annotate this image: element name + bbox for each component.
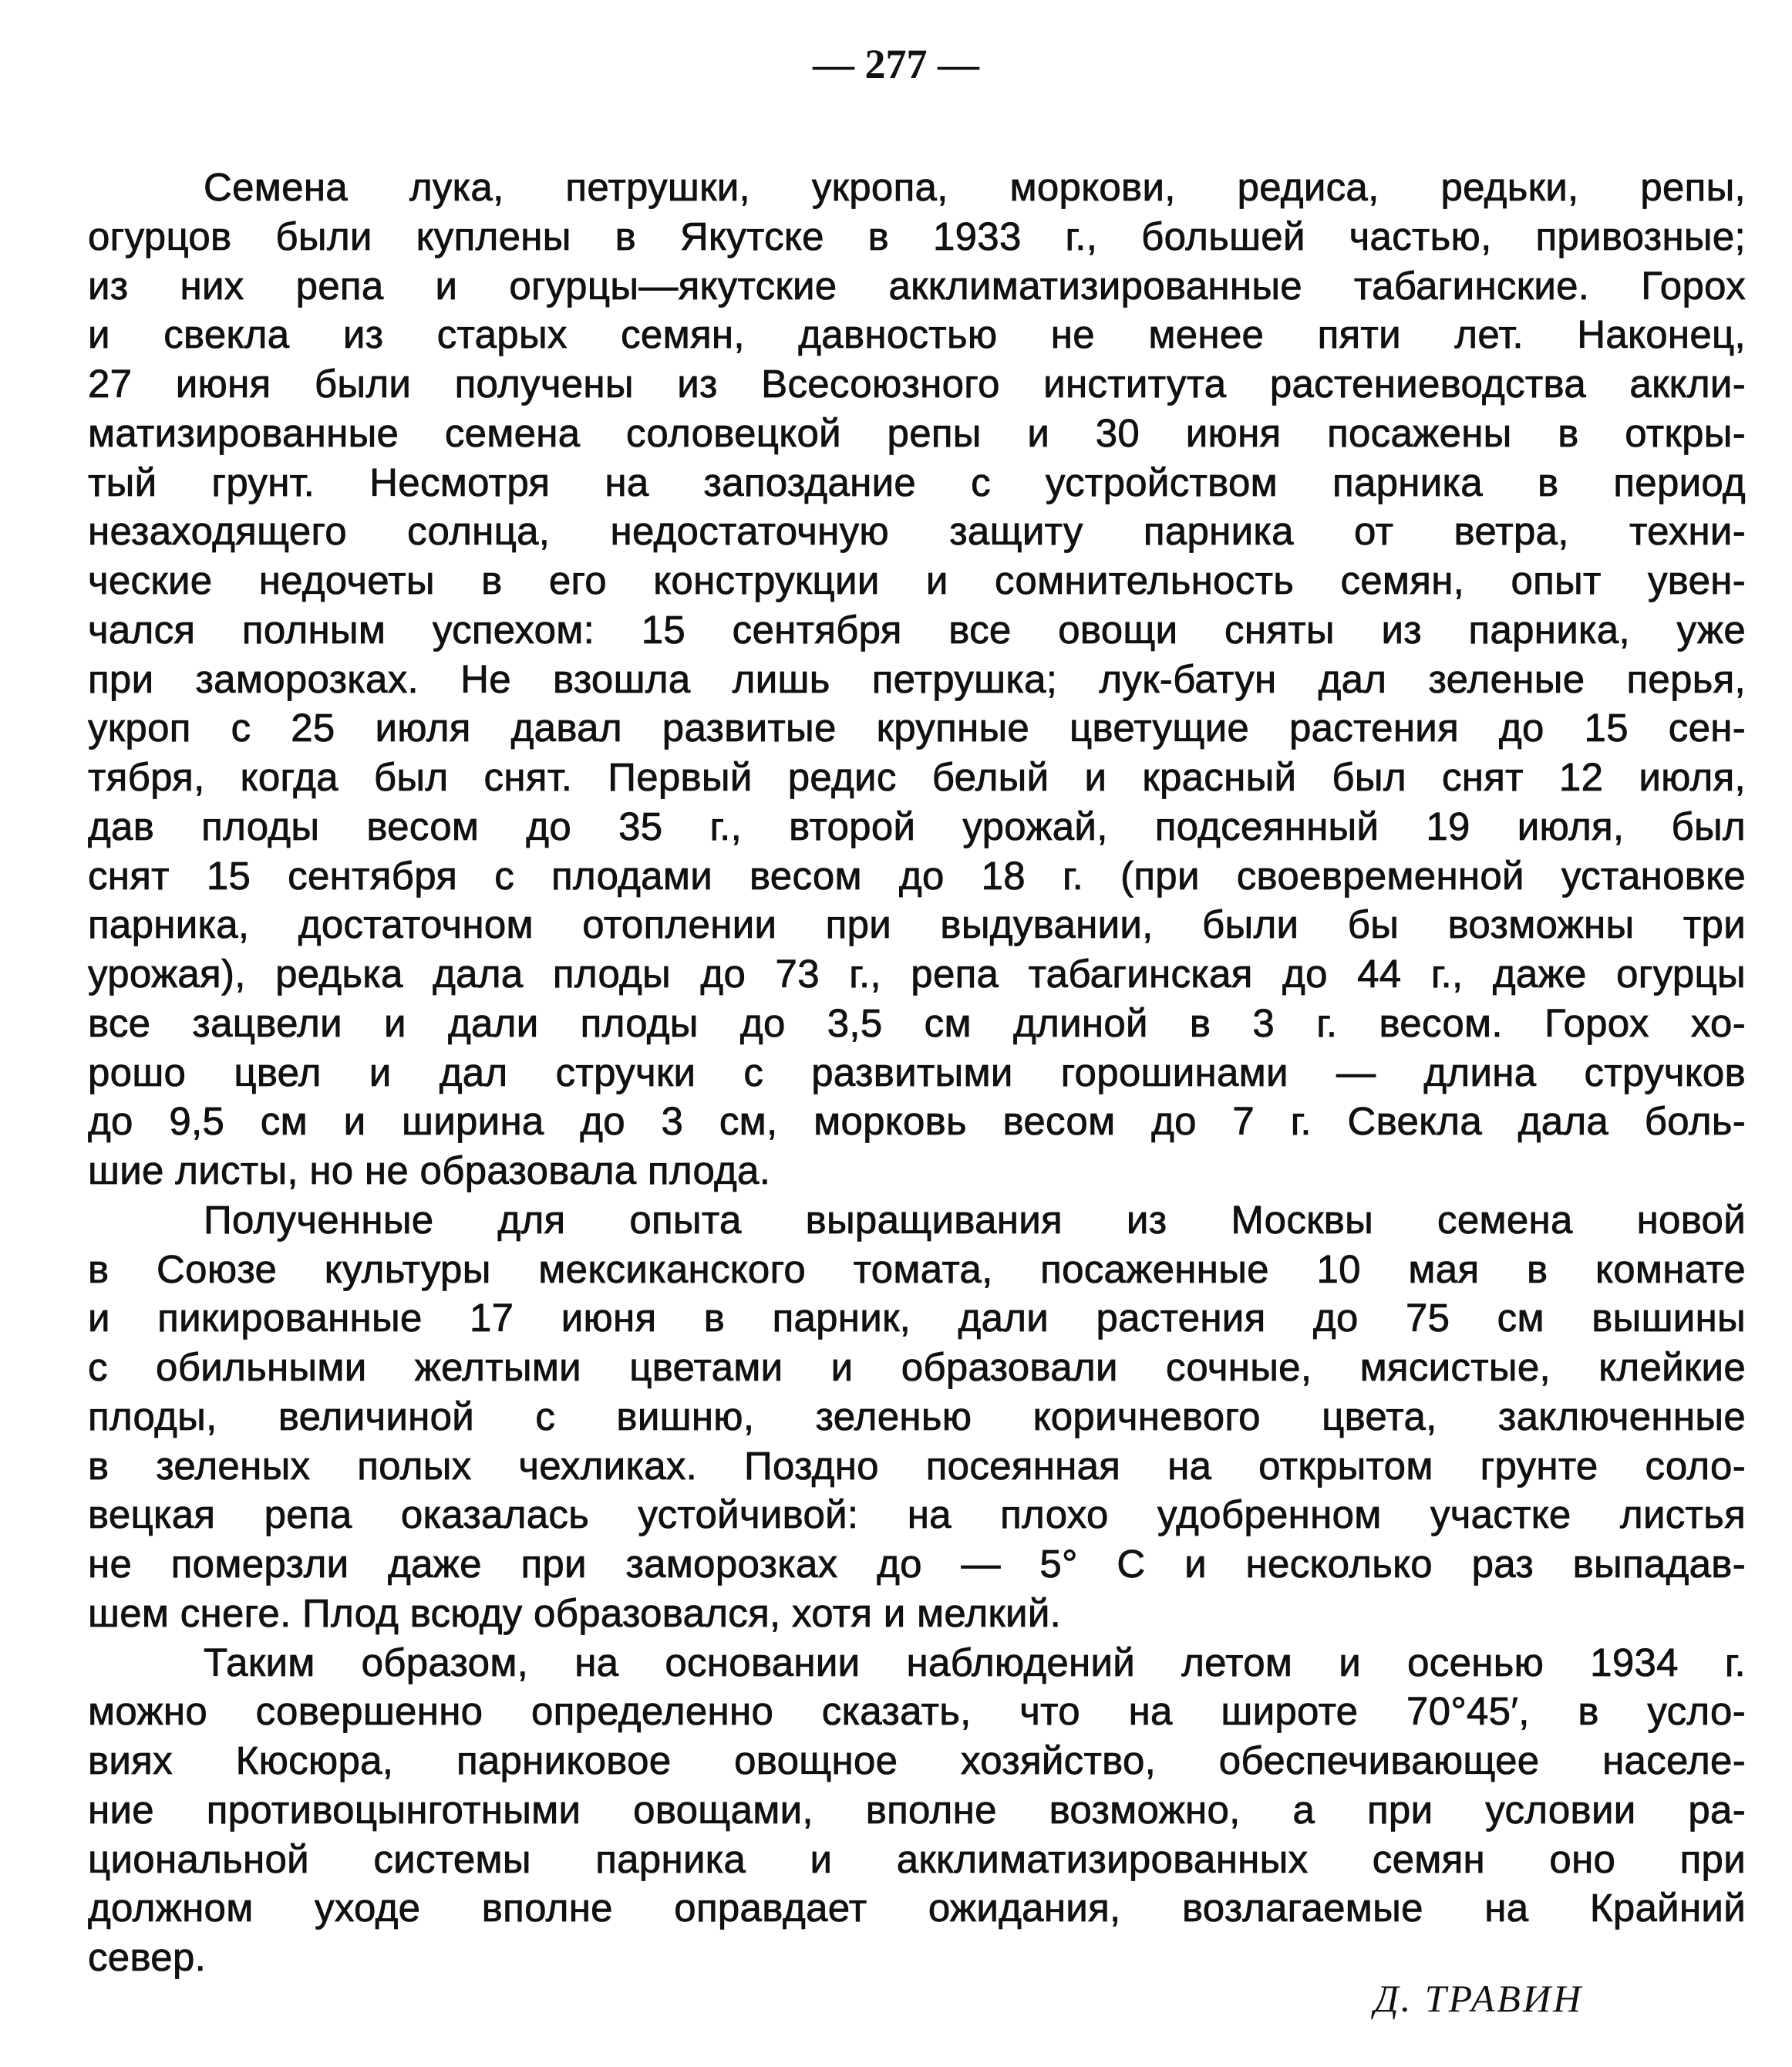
text-line: с обильными желтыми цветами и образовали сочные, мясистые, клейкие [88, 1345, 1746, 1389]
text-line: вецкая репа оказалась устойчивой: на плохо удобренном участке листья [88, 1492, 1746, 1537]
text-line: огурцов были куплены в Якутске в 1933 г., большей частью, привозные; [88, 214, 1746, 258]
text-line: не померзли даже при заморозках до — 5° С и несколько раз выпадав- [88, 1542, 1746, 1586]
text-line: циональной системы парника и акклиматизированных семян оно при [88, 1836, 1746, 1881]
text-line: плоды, величиной с вишню, зеленью коричневого цвета, заключенные [88, 1394, 1746, 1438]
text-line: чался полным успехом: 15 сентября все овощи сняты из парника, уже [88, 607, 1746, 652]
paragraph [88, 163, 1746, 1195]
text-line: дав плоды весом до 35 г., второй урожай, подсеянный 19 июля, был [88, 804, 1746, 848]
text-line: незаходящего солнца, недостаточную защиту парника от ветра, техни- [88, 509, 1746, 554]
text-line: все зацвели и дали плоды до 3,5 см длиной в 3 г. весом. Горох хо- [88, 1000, 1746, 1045]
page-number: — 277 — [813, 41, 979, 87]
text-line: снят 15 сентября с плодами весом до 18 г. (при своевременной установке [88, 853, 1746, 898]
text-line: и пикированные 17 июня в парник, дали растения до 75 см вышины [88, 1296, 1746, 1340]
text-line: север. [88, 1935, 207, 1979]
text-line: должном уходе вполне оправдает ожидания, возлагаемые на Крайний [88, 1886, 1746, 1930]
text-line: шие листы, но не образовала плода. [88, 1148, 771, 1192]
text-line: матизированные семена соловецкой репы и 30 июня посажены в откры- [88, 410, 1746, 455]
text-line: в зеленых полых чехликах. Поздно посеянная на открытом грунте соло- [88, 1443, 1746, 1488]
text-line: до 9,5 см и ширина до 3 см, морковь весом до 7 г. Свекла дала боль- [88, 1099, 1746, 1144]
author-signature: Д. ТРАВИН [1374, 1977, 1584, 2020]
text-line: урожая), редька дала плоды до 73 г., репа табагинская до 44 г., даже огурцы [88, 952, 1746, 996]
text-line: рошо цвел и дал стручки с развитыми горошинами — длина стручков [88, 1050, 1746, 1094]
text-line: виях Кюсюра, парниковое овощное хозяйство, обеспечивающее населе- [88, 1738, 1746, 1782]
text-line: ние противоцынготными овощами, вполне возможно, а при условии ра- [88, 1787, 1746, 1832]
text-line: в Союзе культуры мексиканского томата, посаженные 10 мая в комнате [88, 1246, 1746, 1291]
text-line: из них репа и огурцы—якутские акклиматизированные табагинские. Горох [88, 263, 1746, 308]
text-line: и свекла из старых семян, давностью не менее пяти лет. Наконец, [88, 312, 1746, 357]
paragraph [88, 1195, 1746, 1638]
text-line: парника, достаточном отоплении при выдувании, были бы возможны три [88, 902, 1746, 947]
paragraph [88, 1638, 1746, 1982]
text-line: можно совершенно определенно сказать, что на широте 70°45′, в усло- [88, 1689, 1746, 1734]
text-line: шем снеге. Плод всюду образовался, хотя и мелкий. [88, 1590, 1062, 1635]
text-line: Семена лука, петрушки, укропа, моркови, редиса, редьки, репы, [204, 165, 1746, 209]
text-line: ческие недочеты в его конструкции и сомнительность семян, опыт увен- [88, 558, 1746, 602]
text-line: укроп с 25 июля давал развитые крупные цветущие растения до 15 сен- [88, 706, 1746, 750]
article-body [88, 163, 1746, 1982]
text-line: Полученные для опыта выращивания из Москвы семена новой [204, 1197, 1746, 1242]
text-line: 27 июня были получены из Всесоюзного института растениеводства аккли- [88, 362, 1746, 406]
text-line: при заморозках. Не взошла лишь петрушка; лук-батун дал зеленые перья, [88, 656, 1746, 701]
text-line: Таким образом, на основании наблюдений летом и осенью 1934 г. [204, 1640, 1746, 1684]
text-line: тября, когда был снят. Первый редис белый и красный был снят 12 июля, [88, 755, 1746, 799]
text-line: тый грунт. Несмотря на запоздание с устройством парника в период [88, 460, 1746, 504]
